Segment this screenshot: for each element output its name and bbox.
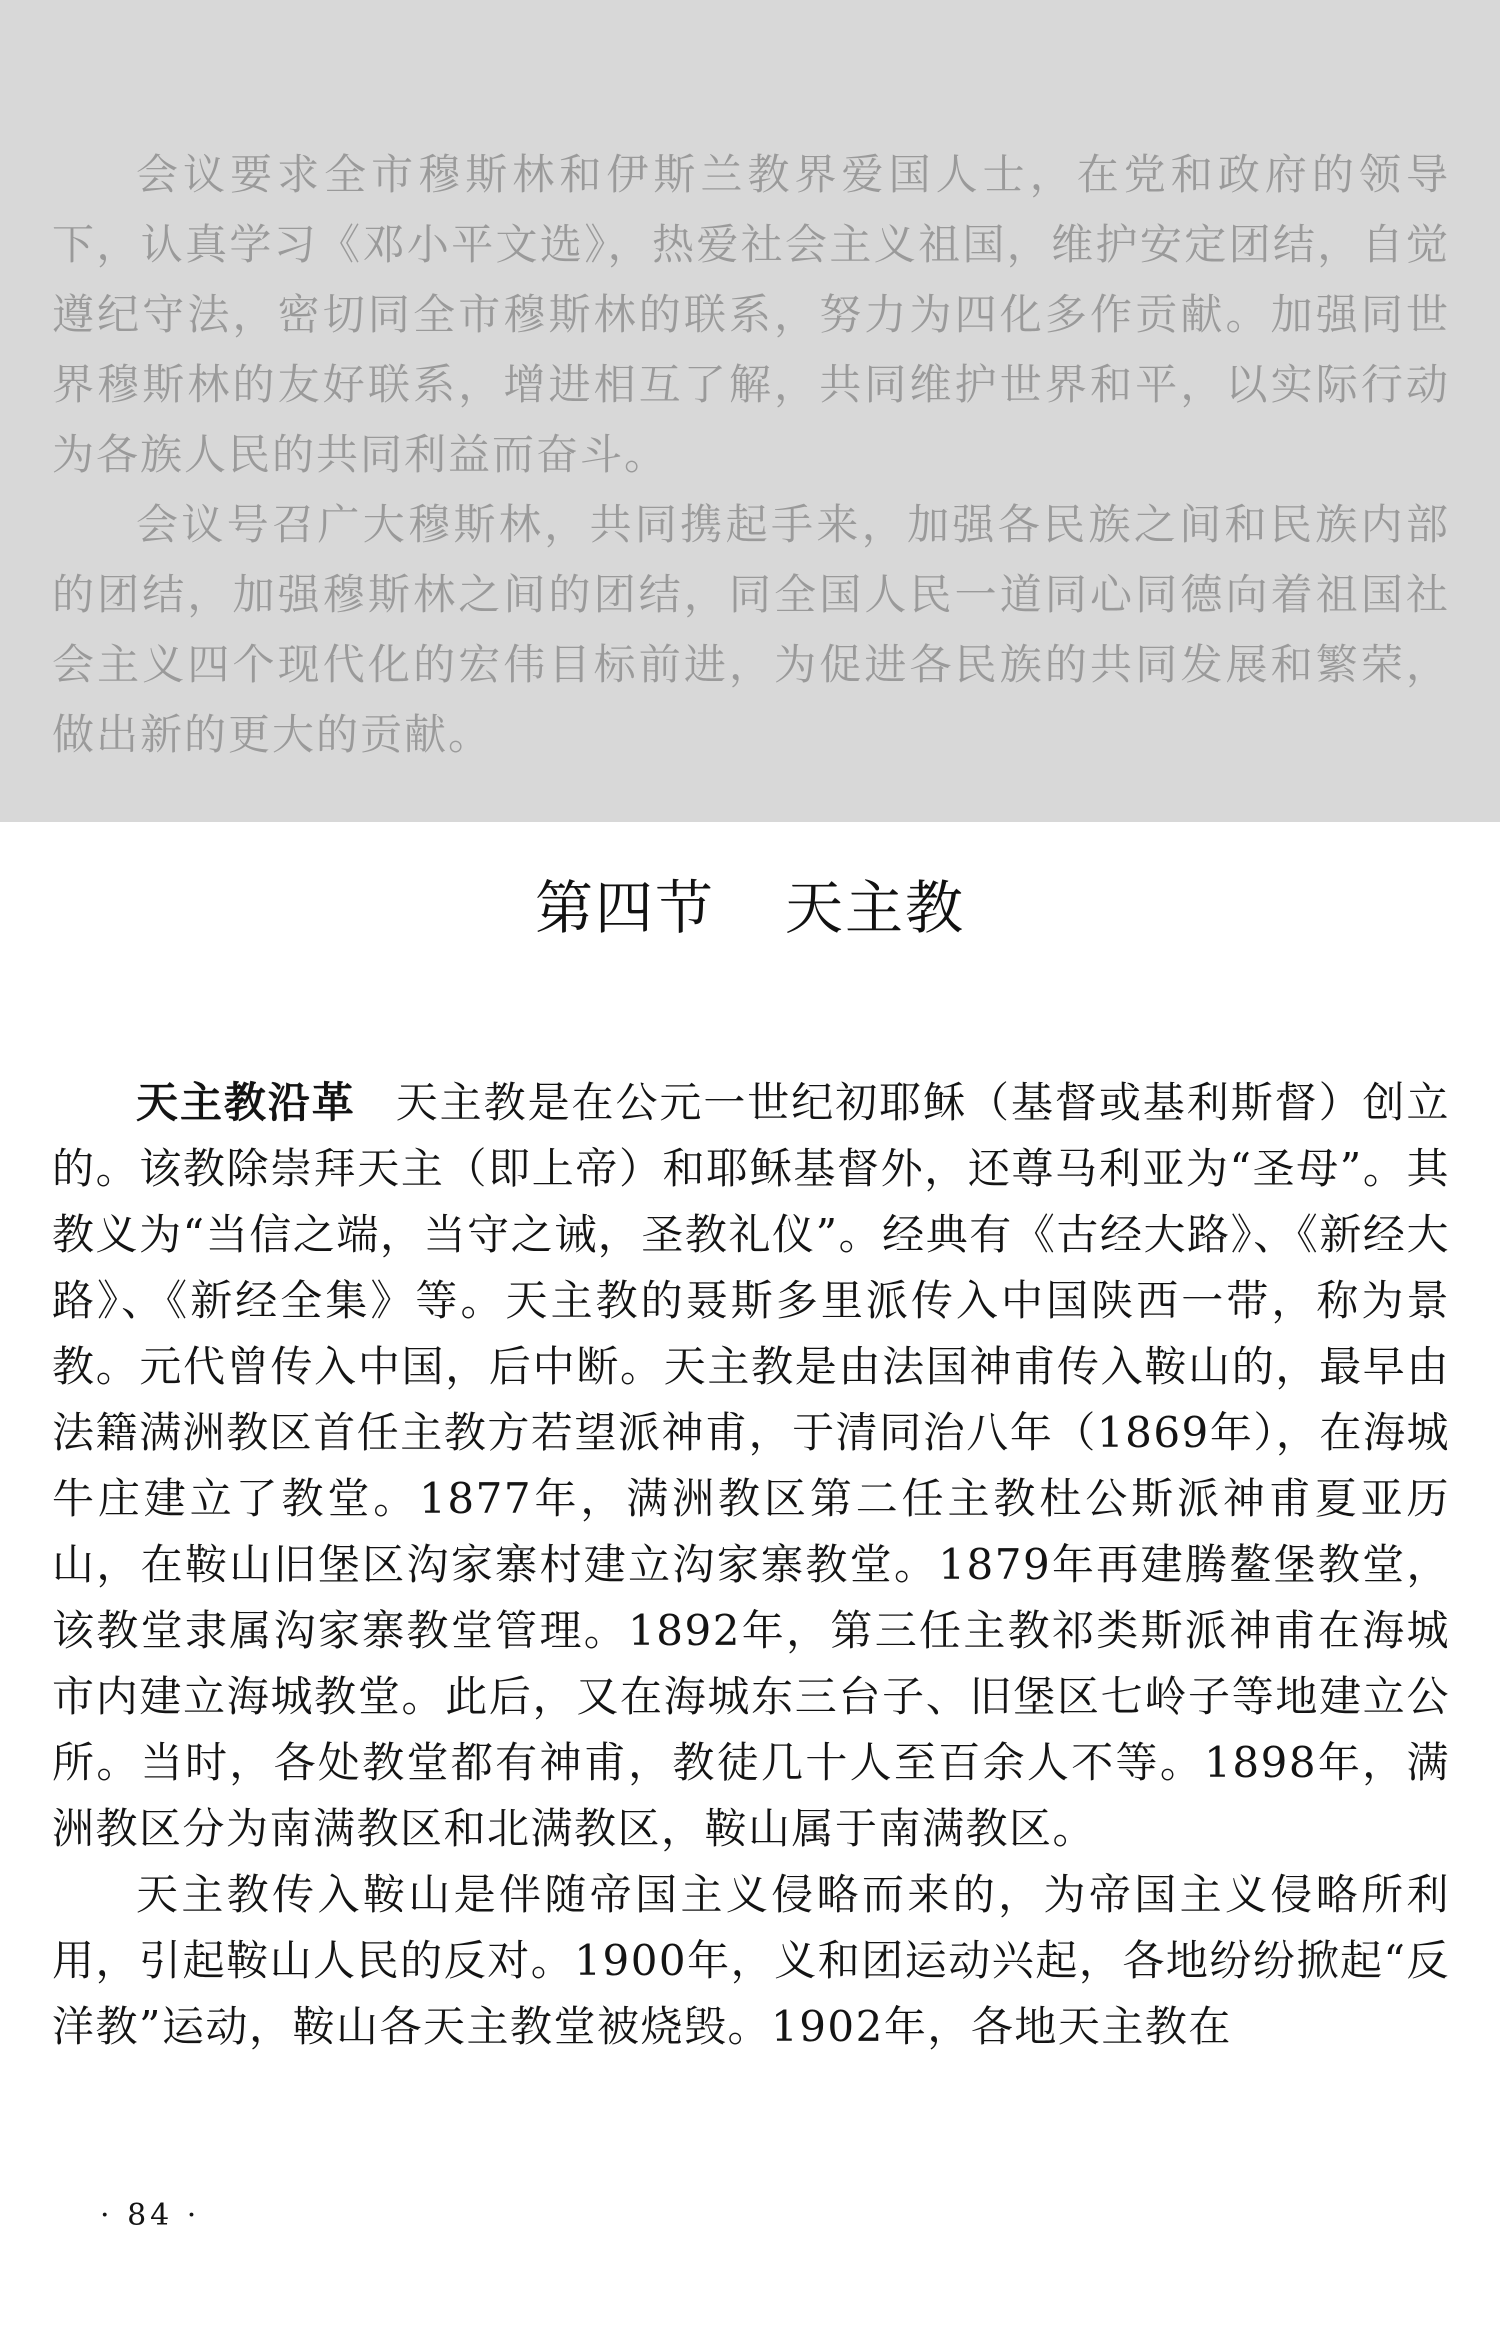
body-text [52,1070,1450,2060]
previous-paragraph-2: 会议号召广大穆斯林，共同携起手来，加强各民族之间和民族内部的团结，加强穆斯林之间的团结，同全国人民一道同心同德向着祖国社会主义四个现代化的宏伟目标前进，为促进各民族的共同发展和繁荣，做出新的更大的贡献。 [52,500,1450,759]
page-number: · 84 · [100,2198,201,2233]
section-title [0,868,1500,948]
body-paragraph-2: 天主教传入鞍山是伴随帝国主义侵略而来的，为帝国主义侵略所利用，引起鞍山人民的反对。1900年，义和团运动兴起，各地纷纷掀起“反洋教”运动，鞍山各天主教堂被烧毁。1902年，各地天主教在 [52,1870,1450,2051]
section-name: 天主教 [785,874,966,942]
section-number: 第四节 [534,874,715,942]
previous-section-block [0,0,1500,822]
lead-heading: 天主教沿革 [136,1078,356,1127]
previous-paragraph-1: 会议要求全市穆斯林和伊斯兰教界爱国人士，在党和政府的领导下，认真学习《邓小平文选》，热爱社会主义祖国，维护安定团结，自觉遵纪守法，密切同全市穆斯林的联系，努力为四化多作贡献。加强同世界穆斯林的友好联系，增进相互了解，共同维护世界和平，以实际行动为各族人民的共同利益而奋斗。 [52,150,1450,479]
previous-section-text [52,140,1450,770]
body-paragraph-1-text: 天主教是在公元一世纪初耶稣（基督或基利斯督）创立的。该教除崇拜天主（即上帝）和耶稣基督外，还尊马利亚为“圣母”。其教义为“当信之端，当守之诫，圣教礼仪”。经典有《古经大路》、《新经大路》、《新经全集》等。天主教的聂斯多里派传入中国陕西一带，称为景教。元代曾传入中国，后中断。天主教是由法国神甫传入鞍山的，最早由法籍满洲教区首任主教方若望派神甫，于清同治八年（1869年），在海城牛庄建立了教堂。1877年，满洲教区第二任主教杜公斯派神甫夏亚历山，在鞍山旧堡区沟家寨村建立沟家寨教堂。1879年再建腾鳌堡教堂，该教堂隶属沟家寨教堂管理。1892年，第三任主教祁类斯派神甫在海城市内建立海城教堂。此后，又在海城东三台子、旧堡区七岭子等地建立公所。当时，各处教堂都有神甫，教徒几十人至百余人不等。1898年，满洲教区分为南满教区和北满教区，鞍山属于南满教区。 [52,1078,1450,1853]
body-paragraph-1 [52,1070,1450,1862]
